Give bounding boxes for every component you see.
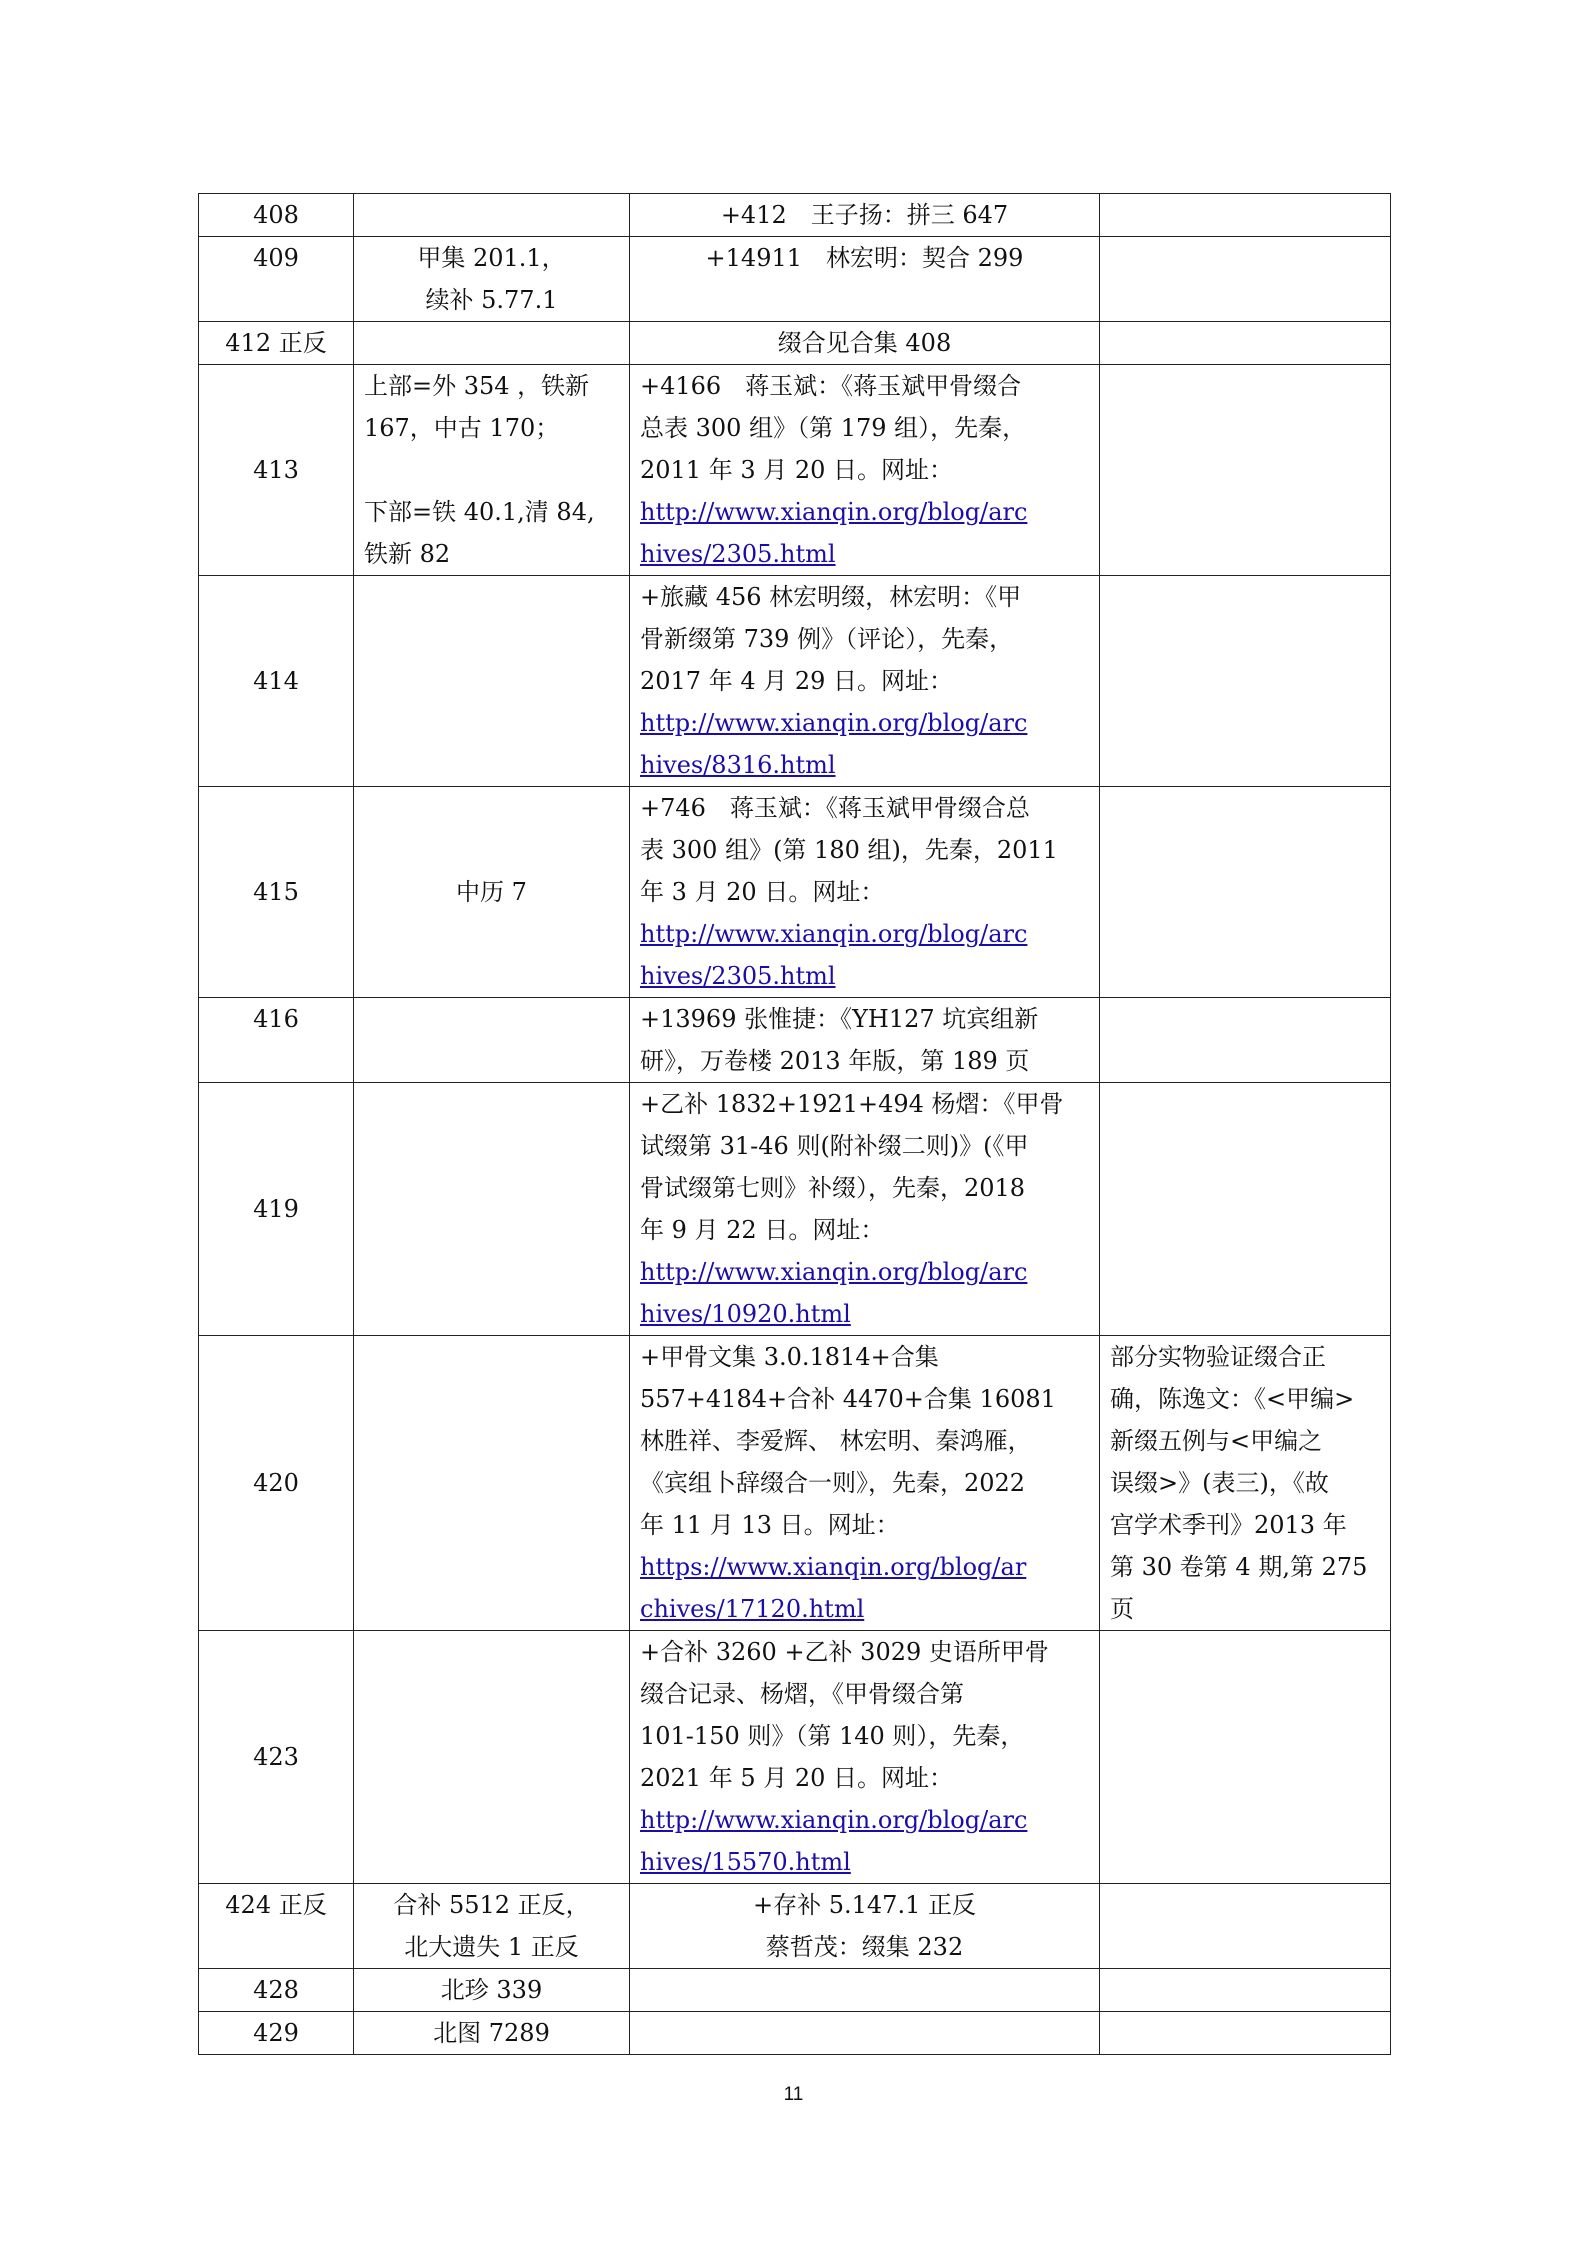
table-row: [199, 194, 1391, 237]
row-number: 416: [199, 998, 354, 1083]
note-text: 页: [1110, 1595, 1134, 1623]
table-row: [199, 2012, 1391, 2055]
join-text: 101-150 则》（第 140 则），先秦，: [640, 1722, 1025, 1750]
source-text: 甲集 201.1，: [417, 244, 566, 272]
source-text: 北珍 339: [440, 1976, 543, 2004]
join-cell: [630, 1884, 1100, 1969]
source-link[interactable]: hives/2305.html: [640, 540, 836, 568]
table-row: [199, 1884, 1391, 1969]
join-text: +14911 林宏明：契合 299: [705, 244, 1024, 272]
join-text: 年 3 月 20 日。网址：: [640, 878, 885, 906]
row-number: 414: [199, 576, 354, 787]
join-text: 年 9 月 22 日。网址：: [640, 1216, 885, 1244]
source-cell: [354, 787, 630, 998]
source-cell: [354, 1083, 630, 1336]
row-number: 408: [199, 194, 354, 237]
source-text: 铁新 82: [364, 540, 451, 568]
join-cell: [630, 322, 1100, 365]
source-cell: [354, 1884, 630, 1969]
join-text: +乙补 1832+1921+494 杨熠：《甲骨: [640, 1090, 1064, 1118]
join-cell: [630, 787, 1100, 998]
join-text: 年 11 月 13 日。网址：: [640, 1511, 900, 1539]
source-link[interactable]: hives/15570.html: [640, 1848, 851, 1876]
source-link[interactable]: hives/8316.html: [640, 751, 836, 779]
join-text: 表 300 组》(第 180 组)，先秦，2011: [640, 836, 1058, 864]
join-text: +13969 张惟捷：《YH127 坑宾组新: [640, 1005, 1039, 1033]
table-row: [199, 365, 1391, 576]
note-cell: [1100, 998, 1391, 1083]
join-text: 试缀第 31-46 则(附补缀二则)》(《甲: [640, 1132, 1029, 1160]
note-cell: [1100, 1884, 1391, 1969]
table-row: [199, 1083, 1391, 1336]
source-cell: [354, 1631, 630, 1884]
row-number: 428: [199, 1969, 354, 2012]
join-cell: [630, 2012, 1100, 2055]
join-text: 2021 年 5 月 20 日。网址：: [640, 1764, 954, 1792]
row-number: 412 正反: [199, 322, 354, 365]
join-text: 骨新缀第 739 例》（评论），先秦，: [640, 625, 1014, 653]
page-number: 11: [783, 2084, 804, 2105]
join-text: +旅藏 456 林宏明缀，林宏明：《甲: [640, 583, 1022, 611]
source-link[interactable]: hives/10920.html: [640, 1300, 851, 1328]
join-text: 总表 300 组》（第 179 组），先秦，: [640, 414, 1027, 442]
join-text: 林胜祥、李爱辉、 林宏明、秦鸿雁，: [640, 1427, 1032, 1455]
join-text: 缀合记录、杨熠，《甲骨缀合第: [640, 1680, 964, 1708]
join-text: 缀合见合集 408: [777, 329, 952, 357]
source-cell: [354, 2012, 630, 2055]
join-cell: [630, 1083, 1100, 1336]
join-text: +合补 3260 +乙补 3029 史语所甲骨: [640, 1638, 1049, 1666]
note-text: 误缀>》(表三)，《故: [1110, 1469, 1329, 1497]
join-text: +746 蒋玉斌：《蒋玉斌甲骨缀合总: [640, 794, 1030, 822]
table-row: [199, 576, 1391, 787]
join-text: 蔡哲茂：缀集 232: [765, 1933, 964, 1961]
source-link[interactable]: http://www.xianqin.org/blog/arc: [640, 1258, 1028, 1286]
note-text: 部分实物验证缀合正: [1110, 1343, 1326, 1371]
row-number: 429: [199, 2012, 354, 2055]
source-link[interactable]: chives/17120.html: [640, 1595, 865, 1623]
join-text: +412 王子扬：拼三 647: [720, 201, 1009, 229]
note-cell: [1100, 194, 1391, 237]
source-cell: [354, 365, 630, 576]
note-cell: [1100, 1336, 1391, 1631]
table-row: [199, 322, 1391, 365]
note-cell: [1100, 1083, 1391, 1336]
source-cell: [354, 194, 630, 237]
join-text: 《宾组卜辞缀合一则》，先秦，2022: [640, 1469, 1026, 1497]
note-cell: [1100, 365, 1391, 576]
source-text: 下部=铁 40.1,清 84,: [364, 498, 595, 526]
source-cell: [354, 322, 630, 365]
note-text: 新缀五例与<甲编之: [1110, 1427, 1323, 1455]
note-cell: [1100, 787, 1391, 998]
source-link[interactable]: http://www.xianqin.org/blog/arc: [640, 1806, 1028, 1834]
source-link[interactable]: http://www.xianqin.org/blog/arc: [640, 498, 1028, 526]
note-cell: [1100, 1631, 1391, 1884]
join-text: 2011 年 3 月 20 日。网址：: [640, 456, 954, 484]
join-cell: [630, 576, 1100, 787]
blank-line: [364, 449, 619, 491]
join-text: +4166 蒋玉斌：《蒋玉斌甲骨缀合: [640, 372, 1022, 400]
source-cell: [354, 237, 630, 322]
join-cell: [630, 1969, 1100, 2012]
source-text: 中历 7: [456, 878, 527, 906]
note-cell: [1100, 576, 1391, 787]
table-row: [199, 1631, 1391, 1884]
source-text: 167，中古 170；: [364, 414, 560, 442]
join-text: 2017 年 4 月 29 日。网址：: [640, 667, 954, 695]
row-number: 424 正反: [199, 1884, 354, 1969]
row-number: 415: [199, 787, 354, 998]
table-row: [199, 1969, 1391, 2012]
note-cell: [1100, 322, 1391, 365]
note-text: 宫学术季刊》2013 年: [1110, 1511, 1347, 1539]
join-cell: [630, 365, 1100, 576]
join-cell: [630, 194, 1100, 237]
source-text: 合补 5512 正反，: [393, 1891, 590, 1919]
source-link[interactable]: https://www.xianqin.org/blog/ar: [640, 1553, 1027, 1581]
row-number: 419: [199, 1083, 354, 1336]
data-table: [198, 193, 1391, 2055]
source-link[interactable]: hives/2305.html: [640, 962, 836, 990]
source-text: 北图 7289: [433, 2019, 550, 2047]
source-text: 上部=外 354 ，铁新: [364, 372, 590, 400]
note-text: 确，陈逸文：《<甲编>: [1110, 1385, 1355, 1413]
source-cell: [354, 1336, 630, 1631]
note-cell: [1100, 237, 1391, 322]
source-cell: [354, 576, 630, 787]
join-text: 557+4184+合补 4470+合集 16081: [640, 1385, 1056, 1413]
join-cell: [630, 1336, 1100, 1631]
join-cell: [630, 998, 1100, 1083]
table-row: [199, 787, 1391, 998]
row-number: 413: [199, 365, 354, 576]
join-cell: [630, 237, 1100, 322]
source-link[interactable]: http://www.xianqin.org/blog/arc: [640, 709, 1028, 737]
join-text: 骨试缀第七则》补缀），先秦，2018: [640, 1174, 1026, 1202]
join-text: +甲骨文集 3.0.1814+合集: [640, 1343, 939, 1371]
source-cell: [354, 998, 630, 1083]
table-row: [199, 237, 1391, 322]
join-cell: [630, 1631, 1100, 1884]
row-number: 420: [199, 1336, 354, 1631]
table-row: [199, 998, 1391, 1083]
note-cell: [1100, 2012, 1391, 2055]
row-number: 423: [199, 1631, 354, 1884]
source-link[interactable]: http://www.xianqin.org/blog/arc: [640, 920, 1028, 948]
source-text: 北大遗失 1 正反: [404, 1933, 579, 1961]
join-text: +存补 5.147.1 正反: [753, 1891, 976, 1919]
note-text: 第 30 卷第 4 期,第 275: [1110, 1553, 1368, 1581]
source-text: 续补 5.77.1: [425, 286, 558, 314]
row-number: 409: [199, 237, 354, 322]
note-cell: [1100, 1969, 1391, 2012]
source-cell: [354, 1969, 630, 2012]
table-row: [199, 1336, 1391, 1631]
join-text: 研》，万卷楼 2013 年版，第 189 页: [640, 1047, 1030, 1075]
